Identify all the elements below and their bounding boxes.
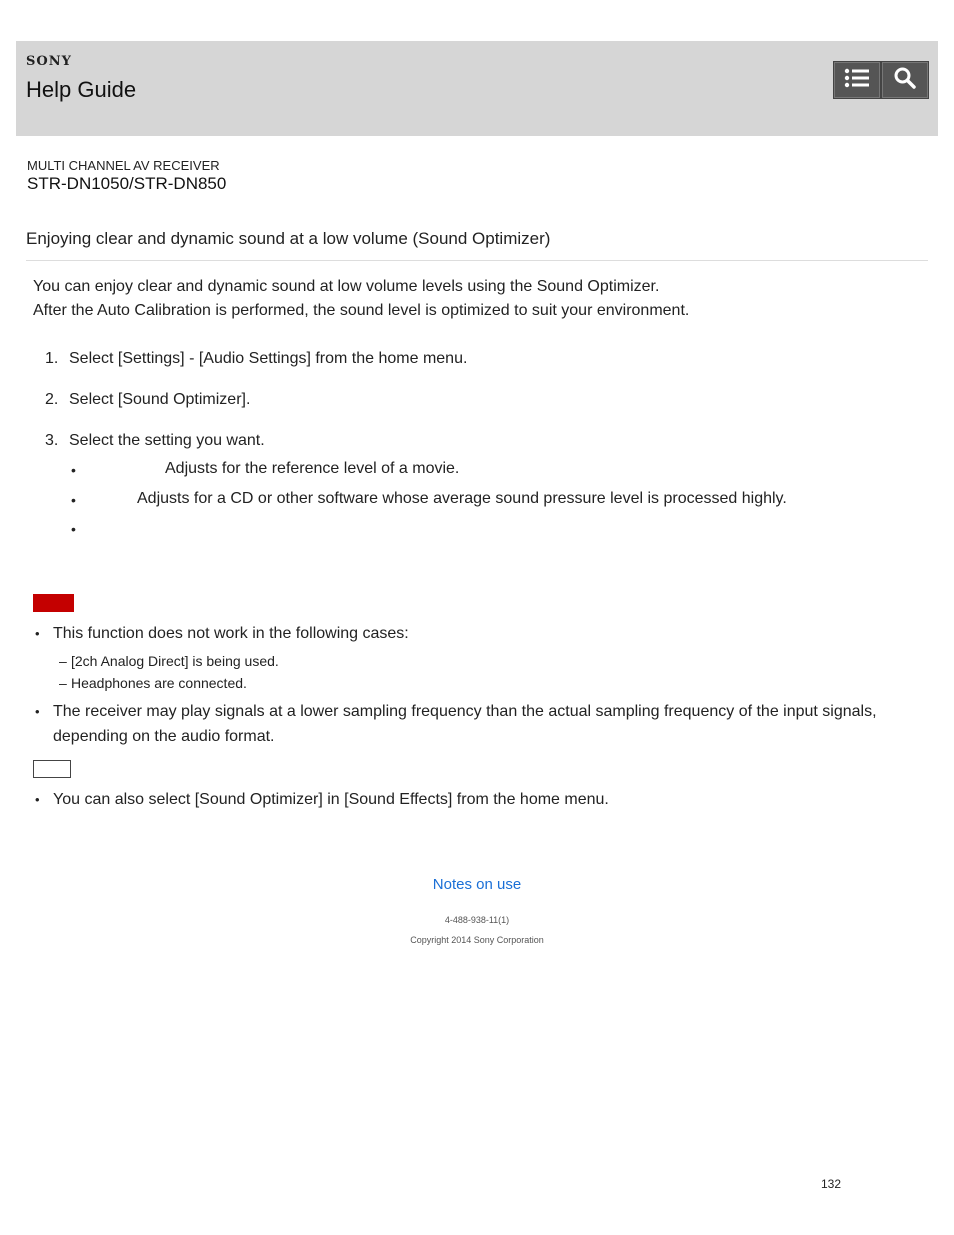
bullet-icon: • [35,626,40,641]
bullet-icon: • [71,462,76,478]
page-number: 132 [821,1177,842,1191]
search-icon [893,66,917,95]
step-number: 1. [45,350,59,367]
bullet-icon: • [71,492,76,508]
guide-title: Help Guide [26,77,137,102]
step-number: 3. [45,432,59,449]
product-category: MULTI CHANNEL AV RECEIVER [27,158,220,173]
product-model: STR-DN1050/STR-DN850 [27,174,227,193]
note-dash-item-1 [59,653,279,669]
note-text [53,699,913,749]
step-text: Select [Settings] - [Audio Settings] from the home menu. [69,350,468,367]
step-item-2 [45,391,250,409]
intro-line-1: You can enjoy clear and dynamic sound at low volume levels using the Sound Optimizer. [33,278,660,295]
step-text: Select the setting you want. [69,432,265,449]
hint-label [33,760,71,778]
dash-icon: – [59,653,67,669]
bullet-icon: • [71,521,76,537]
note-label [33,594,74,612]
note-dash-item-2 [59,675,247,691]
note-text-line-2: depending on the audio format. [53,728,275,745]
page-title: Enjoying clear and dynamic sound at a low volume (Sound Optimizer) [26,229,551,248]
header-bar [16,41,938,136]
intro-line-2: After the Auto Calibration is performed, the sound level is optimized to suit your environment. [33,302,690,319]
step-text: Select [Sound Optimizer]. [69,391,251,408]
note-text: This function does not work in the following cases: [53,625,409,642]
dash-text: Headphones are connected. [71,675,247,691]
step-item-1 [45,350,467,368]
hint-text: You can also select [Sound Optimizer] in [Sound Effects] from the home menu. [53,791,609,808]
brand-logo: SONY [26,54,72,69]
note-text-line-1: The receiver may play signals at a lower sampling frequency than the actual sampling frequency of the input signals, [53,703,877,720]
copyright-text: Copyright 2014 Sony Corporation [410,935,544,945]
bullet-icon: • [35,704,40,719]
option-description: Adjusts for the reference level of a movie. [165,460,460,477]
notes-on-use-link[interactable]: Notes on use [432,876,522,893]
menu-button[interactable] [833,61,881,99]
option-description: Adjusts for a CD or other software whose average sound pressure level is processed highly. [137,490,787,507]
dash-icon: – [59,675,67,691]
search-button[interactable] [881,61,929,99]
dash-text: [2ch Analog Direct] is being used. [71,653,279,669]
intro-text [33,275,689,323]
step-item-3 [45,432,265,450]
list-icon [844,67,870,94]
title-divider [26,260,928,261]
document-code: 4-488-938-11(1) [444,915,510,925]
bullet-icon: • [35,792,40,807]
step-number: 2. [45,391,59,408]
